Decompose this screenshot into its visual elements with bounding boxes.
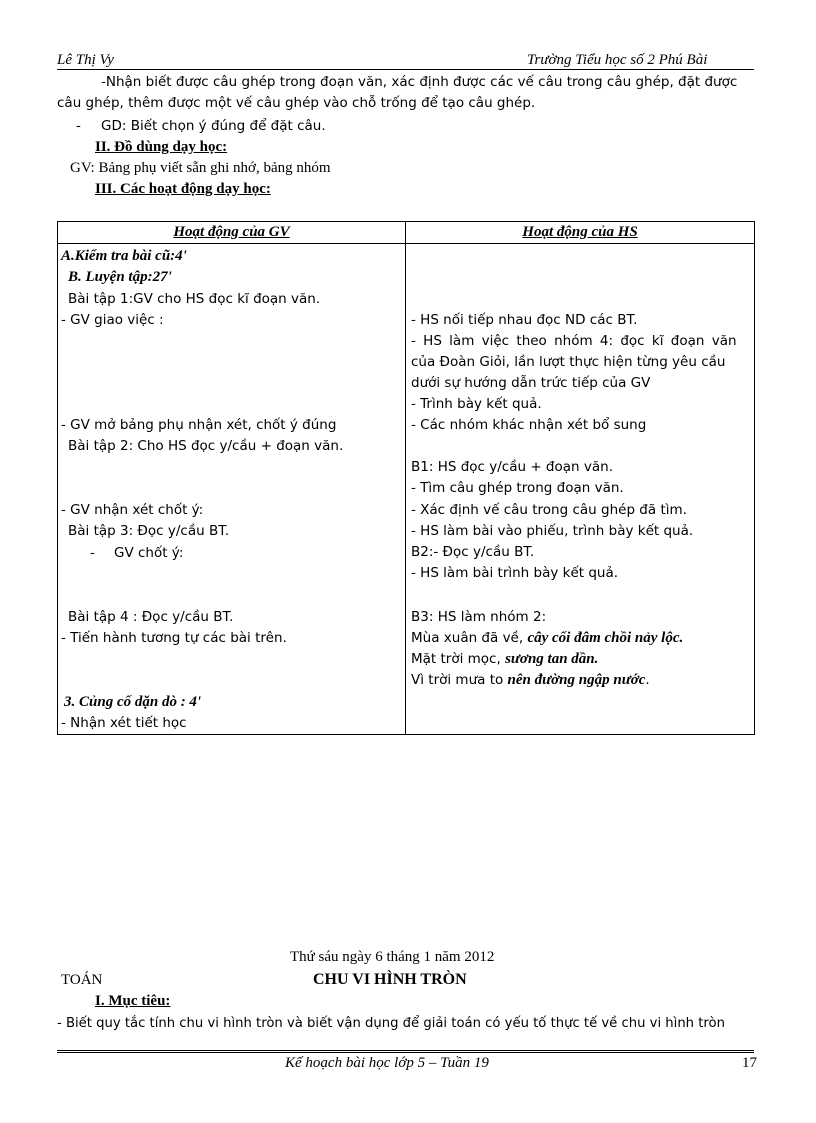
hs-s1a: Mùa xuân đã về, bbox=[411, 630, 528, 646]
gv-bt1: Bài tập 1:GV cho HS đọc kĩ đoạn văn. bbox=[68, 291, 321, 307]
gv-cc: 3. Củng cố dặn dò : 4' bbox=[64, 694, 202, 710]
hs-l1: - HS nối tiếp nhau đọc ND các BT. bbox=[411, 312, 638, 328]
lesson2-date: Thứ sáu ngày 6 tháng 1 năm 2012 bbox=[290, 949, 495, 965]
hs-s3a: Vì trời mưa to bbox=[411, 672, 508, 688]
objective-line-1: -Nhận biết được câu ghép trong đoạn văn, xác định được các vế câu trong câu ghép, đặt được bbox=[101, 74, 738, 90]
hs-l2: - HS làm việc theo nhóm 4: đọc kĩ đoạn văn bbox=[411, 333, 737, 349]
section2-line: GV: Bảng phụ viết sẵn ghi nhớ, bảng nhóm bbox=[70, 160, 331, 176]
bullet-dash: - bbox=[76, 118, 81, 134]
hs-s1b: cây cối đâm chồi nảy lộc. bbox=[527, 630, 684, 646]
hs-l10: - HS làm bài vào phiếu, trình bày kết quả. bbox=[411, 523, 694, 539]
hs-s2b: sương tan dần. bbox=[505, 651, 599, 667]
hs-sentence-1 bbox=[411, 628, 683, 648]
objective-gd: GD: Biết chọn ý đúng để đặt câu. bbox=[101, 118, 326, 134]
header-gv: Hoạt động của GV bbox=[58, 222, 406, 244]
hs-l11: B2:- Đọc y/cầu BT. bbox=[411, 544, 535, 560]
gv-chot-dash: - bbox=[90, 545, 95, 561]
gv-bt4: Bài tập 4 : Đọc y/cầu BT. bbox=[68, 609, 234, 625]
hs-l8: - Tìm câu ghép trong đoạn văn. bbox=[411, 480, 624, 496]
lesson2-objective-line: - Biết quy tắc tính chu vi hình tròn và biết vận dụng để giải toán có yếu tố thực tế về chu vi hình tròn bbox=[57, 1016, 725, 1031]
gv-mo: - GV mở bảng phụ nhận xét, chốt ý đúng bbox=[61, 417, 337, 433]
gv-nxth: - Nhận xét tiết học bbox=[61, 715, 187, 731]
header-author: Lê Thị Vy bbox=[57, 52, 114, 68]
section2-title: II. Đồ dùng dạy học: bbox=[95, 139, 228, 155]
header-school: Trường Tiểu học số 2 Phú Bài bbox=[527, 52, 708, 68]
hs-sentence-3 bbox=[411, 670, 650, 690]
hs-l5: - Trình bày kết quả. bbox=[411, 396, 542, 412]
gv-chot: GV chốt ý: bbox=[114, 545, 184, 561]
hs-l3: của Đoàn Giỏi, lần lượt thực hiện từng yêu cầu bbox=[411, 354, 726, 370]
hs-s3b: nên đường ngập nước bbox=[507, 672, 646, 688]
gv-a: A.Kiểm tra bài cũ:4' bbox=[61, 248, 187, 264]
header-hs: Hoạt động của HS bbox=[406, 222, 755, 244]
hs-l6: - Các nhóm khác nhận xét bổ sung bbox=[411, 417, 647, 433]
objective-line-2: câu ghép, thêm được một vế câu ghép vào chỗ trống để tạo câu ghép. bbox=[57, 95, 536, 111]
hs-l4: dưới sự hướng dẫn trức tiếp của GV bbox=[411, 375, 651, 391]
gv-giao: - GV giao việc : bbox=[61, 312, 164, 328]
hs-sentence-2 bbox=[411, 649, 598, 669]
hs-s2a: Mặt trời mọc, bbox=[411, 651, 506, 667]
page-number: 17 bbox=[742, 1055, 757, 1071]
hs-l9: - Xác định vế câu trong câu ghép đã tìm. bbox=[411, 502, 687, 518]
gv-column bbox=[58, 244, 406, 735]
section3-title: III. Các hoạt động dạy học: bbox=[95, 181, 271, 197]
hs-l12: - HS làm bài trình bày kết quả. bbox=[411, 565, 619, 581]
activities-table bbox=[57, 221, 755, 735]
hs-column bbox=[406, 244, 755, 735]
lesson2-title: CHU VI HÌNH TRÒN bbox=[313, 971, 467, 988]
hs-l7: B1: HS đọc y/cầu + đoạn văn. bbox=[411, 459, 613, 475]
gv-bt3: Bài tập 3: Đọc y/cầu BT. bbox=[68, 523, 230, 539]
gv-tien: - Tiến hành tương tự các bài trên. bbox=[61, 630, 287, 646]
lesson2-subject: TOÁN bbox=[61, 972, 103, 988]
footer-text: Kế hoạch bài học lớp 5 – Tuần 19 bbox=[285, 1055, 489, 1071]
lesson2-objectives-title: I. Mục tiêu: bbox=[95, 993, 171, 1009]
hs-s3c: . bbox=[645, 672, 650, 688]
hs-l13: B3: HS làm nhóm 2: bbox=[411, 609, 547, 625]
gv-bt2: Bài tập 2: Cho HS đọc y/cầu + đoạn văn. bbox=[68, 438, 344, 454]
gv-b: B. Luyện tập:27' bbox=[68, 269, 172, 285]
gv-nx: - GV nhận xét chốt ý: bbox=[61, 502, 204, 518]
header-rule bbox=[57, 69, 754, 70]
